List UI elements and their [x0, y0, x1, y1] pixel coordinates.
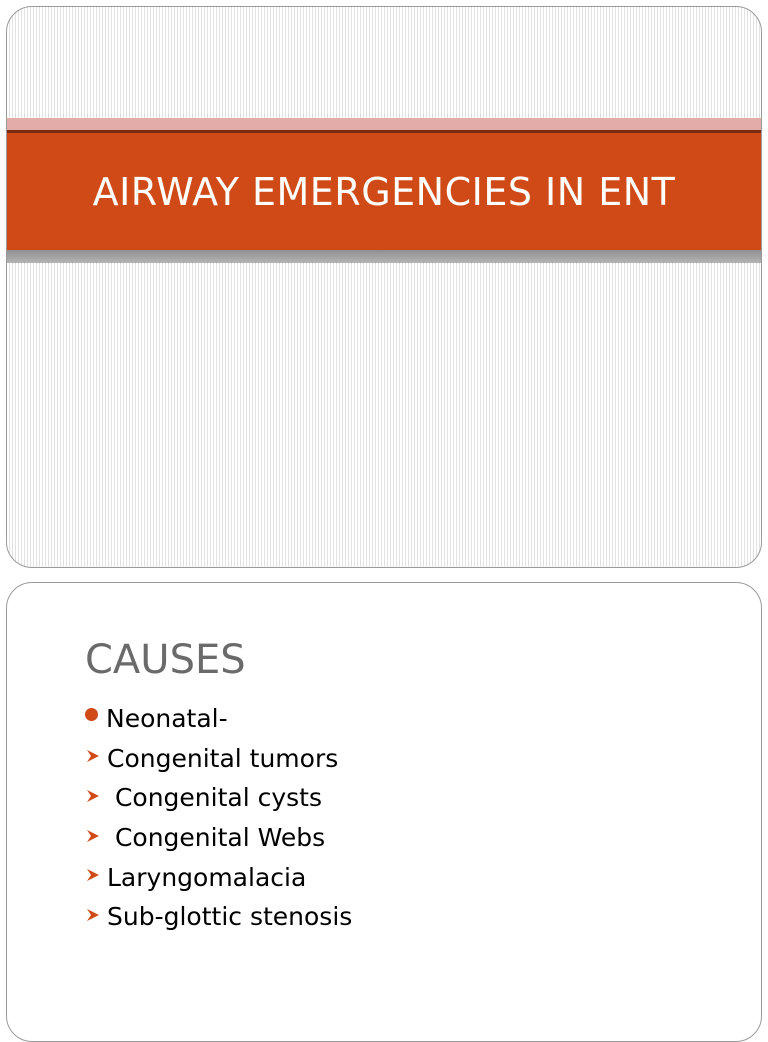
- slide-heading: CAUSES: [85, 637, 246, 683]
- title-band-highlight: [7, 118, 761, 130]
- title-band: [7, 130, 761, 250]
- arrow-bullet-icon: [85, 907, 101, 923]
- arrow-bullet-icon: [85, 828, 101, 844]
- dot-bullet-icon: [85, 708, 98, 721]
- arrow-bullet-icon: [85, 867, 101, 883]
- title-band-shadow: [7, 250, 761, 263]
- list-item-text: Sub-glottic stenosis: [107, 902, 353, 932]
- slide-title: AIRWAY EMERGENCIES IN ENT: [92, 169, 676, 214]
- list-item: [85, 897, 352, 937]
- list-item: [85, 739, 352, 779]
- list-item-text: Congenital Webs: [107, 823, 326, 853]
- list-item-text: Congenital tumors: [107, 743, 339, 773]
- title-slide: [6, 6, 762, 568]
- list-item-text: Laryngomalacia: [107, 862, 307, 892]
- causes-list: [85, 699, 352, 937]
- list-item: [85, 778, 352, 818]
- list-item-text: Neonatal-: [106, 704, 228, 734]
- list-item: [85, 857, 352, 897]
- arrow-bullet-icon: [85, 788, 101, 804]
- list-item-text: Congenital cysts: [107, 783, 322, 813]
- arrow-bullet-icon: [85, 748, 101, 764]
- list-item: [85, 699, 352, 739]
- content-slide: [6, 582, 762, 1042]
- list-item: [85, 818, 352, 858]
